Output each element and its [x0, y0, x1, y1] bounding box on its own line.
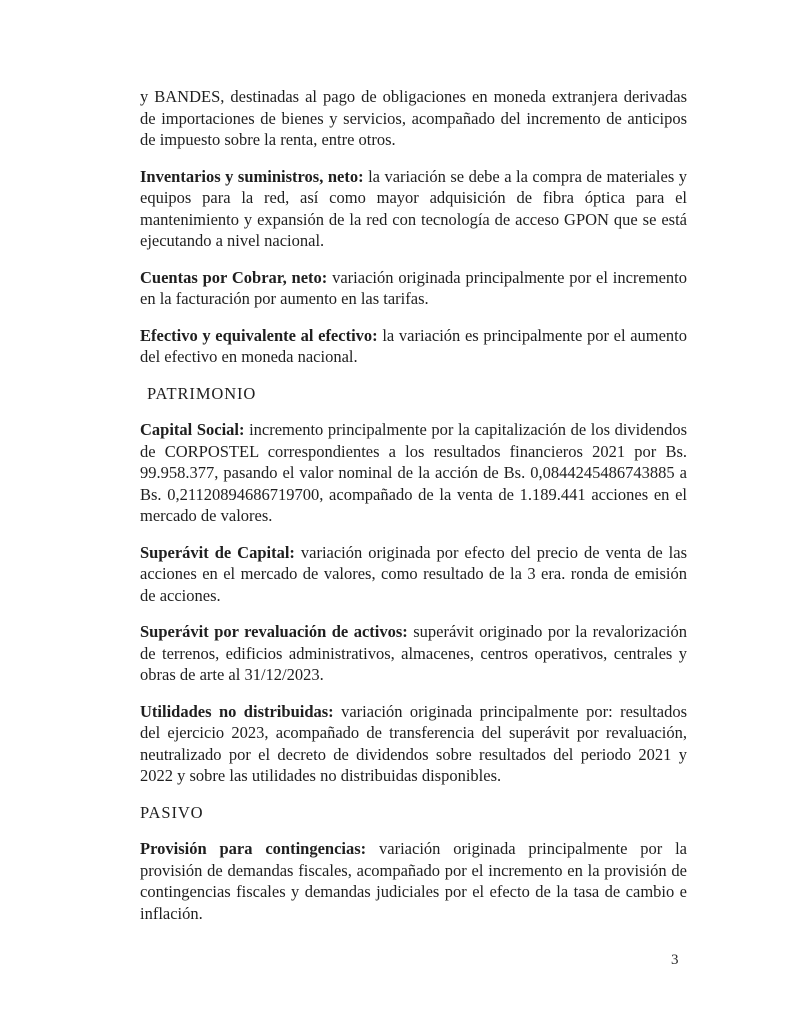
section-heading-patrimonio: PATRIMONIO: [147, 383, 257, 403]
paragraph-text: variación originada principalmente por la provisión de demandas fiscales, acompañado por el incremento en la provisión de contingencias fiscales y demandas judiciales por el efecto de la tasa de cambio e inflación.: [140, 839, 688, 923]
paragraph-inventarios: [140, 166, 687, 252]
paragraph-utilidades: [140, 701, 687, 787]
paragraph-text: incremento principalmente por la capitalización de los dividendos de CORPOSTEL correspondientes a los resultados financieros 2021 por Bs. 99.958.377, pasando el valor nominal de la acción de Bs. 0,0844245486743885 a Bs. 0,21120894686719700, acompañado de la venta de 1.189.441 acciones en el mercado de valores.: [140, 420, 688, 525]
paragraph-lead: Provisión para contingencias:: [140, 839, 367, 858]
paragraph-lead: Utilidades no distribuidas:: [140, 701, 334, 721]
section-heading-pasivo: PASIVO: [140, 802, 204, 822]
paragraph-text: variación originada principalmente por el incremento en la facturación por aumento en las tarifas.: [140, 267, 687, 308]
paragraph-superavit-revaluacion: [140, 621, 687, 686]
paragraph-provision: [140, 838, 687, 924]
paragraph-superavit-capital: [140, 542, 687, 607]
paragraph-lead: Cuentas por Cobrar, neto:: [140, 267, 328, 287]
document-content: [140, 86, 687, 939]
paragraph-lead: Efectivo y equivalente al efectivo:: [140, 325, 378, 345]
paragraph-text: superávit originado por la revalorización de terrenos, edificios administrativos, almacenes, centros operativos, centrales y obras de arte al 31/12/2023.: [140, 622, 687, 684]
paragraph-capital-social: [140, 419, 687, 527]
paragraph-lead: Capital Social:: [140, 420, 245, 439]
paragraph-text: la variación es principalmente por el aumento del efectivo en moneda nacional.: [140, 325, 688, 366]
paragraph-lead: Inventarios y suministros, neto:: [140, 166, 364, 186]
paragraph-efectivo: [140, 325, 687, 368]
paragraph-text: la variación se debe a la compra de materiales y equipos para la red, así como mayor adquisición de fibra óptica para el mantenimiento y expansión de la red con tecnología de acceso GPON que se está ejecutando a nivel nacional.: [140, 166, 687, 250]
paragraph-text: variación originada principalmente por: resultados del ejercicio 2023, acompañado de transferencia del superávit por revaluación, neutralizado por el decreto de dividendos sobre resultados del periodo 2021 y 2022 y sobre las utilidades no distribuidas disponibles.: [140, 701, 687, 785]
paragraph-lead: Superávit por revaluación de activos:: [140, 622, 408, 641]
paragraph-lead: Superávit de Capital:: [140, 542, 295, 562]
page-number: 3: [671, 952, 679, 968]
paragraph-cuentas-por-cobrar: [140, 267, 687, 310]
paragraph-text: variación originada por efecto del precio de venta de las acciones en el mercado de valores, como resultado de la 3 era. ronda de emisión de acciones.: [140, 542, 688, 605]
paragraph-text: y BANDES, destinadas al pago de obligaciones en moneda extranjera derivadas de importaciones de bienes y servicios, acompañado del incremento de anticipos de impuesto sobre la renta, entre otros.: [140, 87, 687, 149]
paragraph-bandes: [140, 86, 687, 151]
